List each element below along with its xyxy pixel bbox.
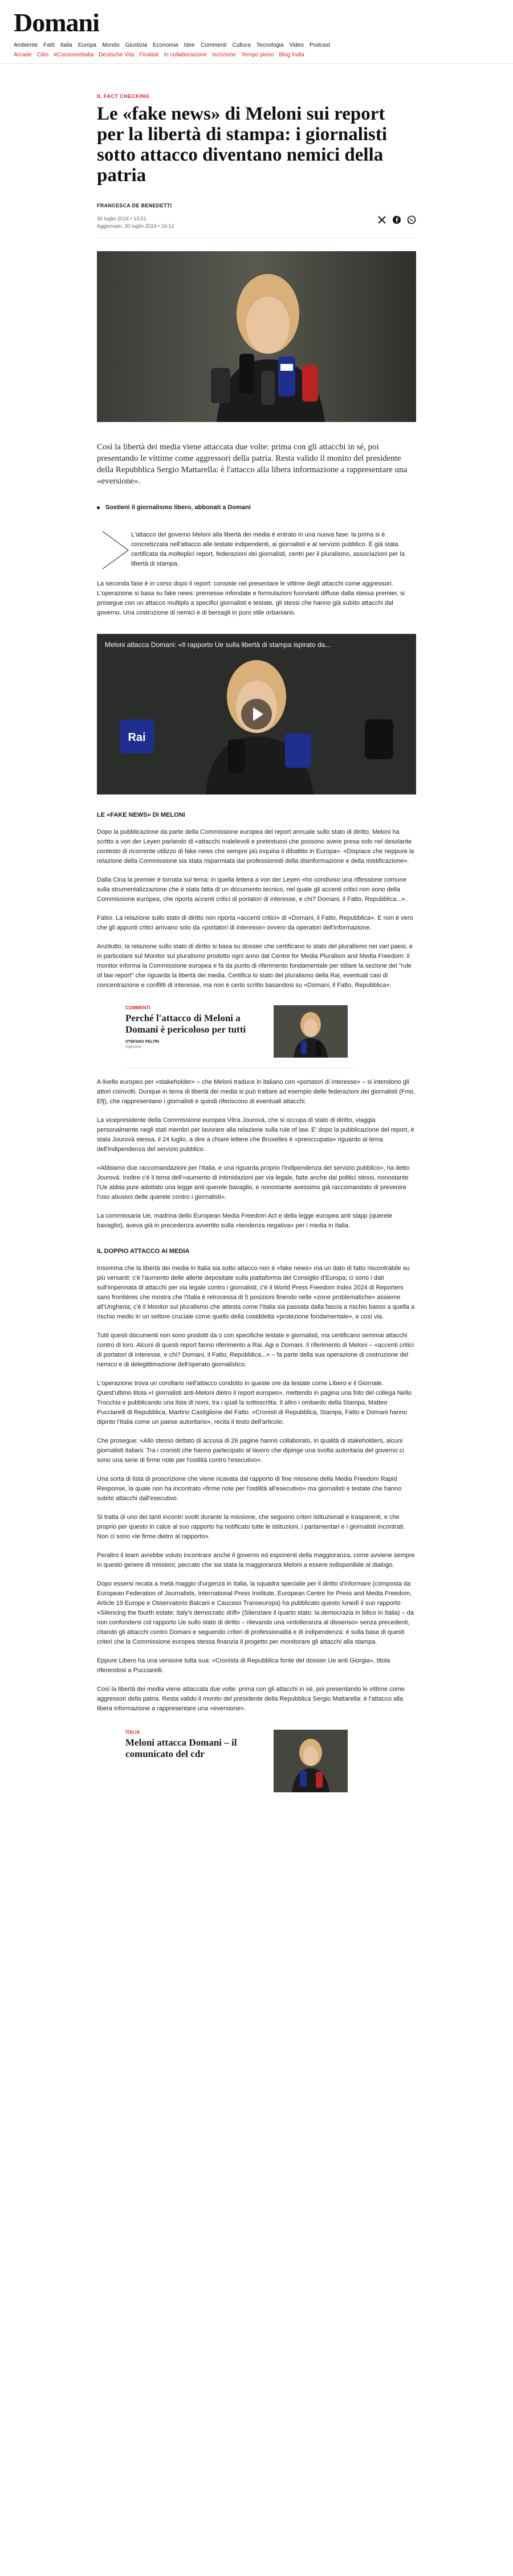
article-lead: Così la libertà dei media viene attaccata due volte: prima con gli attacchi in sé, poi presentando le vittime come aggressori della patria. Resta valido il monito del presidente della Repubblica Sergio Mattarella: è l'attacco alla libera informazione a rappresentare una «eversione». [97, 443, 408, 486]
paragraph: Si tratta di uno dei tanti incontri svolti durante la missione, che seguono criteri istituzionali e trasparenti, e che proprio per questo in calce al suo rapporto ha notificato tutte le istituzioni, i parlamentari e i giornalisti incontrati. Non ci sono «le firme dietro al rapporto». [97, 1514, 405, 1540]
nav-item[interactable]: Ambiente [14, 42, 38, 48]
whatsapp-icon[interactable] [407, 215, 416, 224]
paragraph: Dalla Cina la premier è tornata sul tema: in quella lettera a von der Leyen «ho condiviso una riflessione comune sulla strumentalizzazione che è stata fatta di un documento tecnico, nel quale gli accenti critici non sono della Commissione europea, che riporta accenti critici di portatori di interesse, e chi? Domani, il Fatto, Repubblica...». [97, 877, 407, 903]
subscribe-bullet[interactable] [97, 504, 416, 511]
paragraph: Che prosegue: «Allo stesso dettato di accusa di 26 pagine hanno collaborato, in qualità di stakeholders, alcuni giornalisti italiani. Tra i cronisti che hanno partecipato al lavoro che dipinge una svolta autoritaria del governo ci sono una serie di firme note per l'ostilità contro l'esecutivo». [97, 1438, 404, 1464]
paragraph: Tutti questi documenti non sono prodotti da o con specifiche testate e giornalisti, ma certificano semmai attacchi contro di loro. Alcuni di questi report fanno riferimento a Rai, Agi e Domani. Il riferimento di Meloni – «accenti critici di portatori di interesse, e chi? Domani, il Fatto, Repubblica...» – fa parte della sua operazione di costruzione del nemico e di delegittimazione dell'operato giornalistico. [97, 1332, 414, 1368]
paragraph: Insomma che la libertà dei media in Italia sia sotto attacco non è «fake news» ma un dato di fatto riscontrabile su più versanti: c'è l'aumento delle allerte depositate sulla piattaforma del Consiglio d'Europa; ci sono i dati sull'impennata di attacchi per via legale contro i giornalisti; c'è il World Press Freedom Index 2024 di Reporters sans frontières che mostra che l'Italia è retrocessa di 5 posizioni finendo nelle «zone problematiche» assieme all'Ungheria; c'è il Monitor sul pluralismo che attesta come l'Italia sia passata dalla fascia a rischio basso a quella a rischio medio in un settore cruciale come quello della cosiddetta «protezione fondamentale», e così via. [97, 1265, 415, 1320]
video-player[interactable] [97, 634, 416, 794]
related-kicker[interactable]: ITALIA [125, 1730, 140, 1735]
paragraph: Dopo essersi recata a metà maggio d'urgenza in Italia, la squadra specialie per il diritto d'informare (composta da European Federation of Journalists, International Press Institute, European Centre for Press and Media Freedom, Article 19 Europe e Osservatorio Balcani e Caucaso Transeuropa) ha pubblicato questo lunedì il suo rapporto «Silencing the fourth estate: Italy's democratic drift» (Silenziare il quarto stato: la democrazia in bilico in Italia) – da non confondersi col rapporto Ue sullo stato di diritto – rilevando una «intolleranza al dissenso» senza precedenti, citando gli attacchi contro Domani e seguendo criteri di professionalità e di indipendenza: è sulla base di questi criteri che la Commissione europea stessa finanzia il progetto per monitorare gli attacchi alla stampa. [97, 1580, 414, 1645]
date-updated: Aggiornato, 30 luglio 2024 • 19:12 [97, 223, 174, 229]
paragraph: Una sorta di lista di proscrizione che viene ricavata dal rapporto di fine missione della Media Freedom Rapid Response, la quale non ha incontrato «firme note per l'ostilità all'esecutivo» ma giornalisti e testate che hanno subìto attacchi dall'esecutivo. [97, 1476, 402, 1502]
section-heading: LE «FAKE NEWS» DI MELONI [97, 812, 185, 818]
paragraph: «Abbiamo due raccomandazioni per l'Italia, e una riguarda proprio l'indipendenza del servizio pubblico», ha detto Jourová. Inoltre c'è il tema dell'«aumento di intimidazioni per via legale, fatte anche dai politici stessi, nonostante l'Ue abbia pure adottato una legge anti querele bavaglio, e nonostante avessimo già raccomandato di prevenire l'uso abusivo delle querele contro i giornalisti». [97, 1165, 410, 1201]
hero-image [97, 251, 416, 422]
related-image[interactable] [274, 1005, 348, 1058]
tag-nav [14, 52, 499, 58]
tag-item[interactable]: Deutsche Vita [99, 52, 135, 58]
section-heading: IL DOPPIO ATTACCO AI MEDIA [97, 1248, 190, 1255]
bullet-dot-icon [97, 506, 100, 509]
article [97, 64, 416, 1792]
tag-item[interactable]: In collaborazione [164, 52, 207, 58]
tag-item[interactable]: Finalisti [139, 52, 159, 58]
facebook-icon[interactable] [392, 215, 401, 224]
nav-item[interactable]: Mondo [102, 42, 120, 48]
paragraph: Peraltro il team avrebbe voluto incontrare anche il governo ed esponenti della maggioranza, come avviene sempre in questo genere di missioni; peccato che sia stata la maggioranza Meloni a essere indisponibile al dialogo. [97, 1552, 415, 1568]
related-text [125, 1730, 262, 1792]
tag-item[interactable]: #Consonorbalia [54, 52, 94, 58]
paragraph: La seconda fase è in corso dopo il report: consiste nel presentare le vittime degli attacchi come aggressori. L'operazione si basa su fake news: premesse infondate e formulazioni fuorvianti diffuse dalla stessa premier, si prosegue con un attacco multiplo a specifici giornalisti e testate, gli stessi che hanno già subìto attacchi dal governo. Una costruzione di nemici e di bersagli in puro stile orbaniano. [97, 580, 405, 616]
article-headline: Le «fake news» di Meloni sui report per la libertà di stampa: i giornalisti sotto attacco diventano nemici della patria [97, 104, 388, 186]
tag-item[interactable]: Iscrizione [211, 52, 237, 58]
related-article-bottom[interactable] [125, 1730, 353, 1792]
tag-item[interactable]: Blog India [279, 52, 304, 58]
paragraph: A livello europeo per «stakeholder» – che Meloni traduce in italiano con «portatori di interesse» – si intendono gli attori coinvolti. Dunque in tema di libertà dei media si può trattare ad esempio delle federazioni dei giornalisti (Fnsi, Efj), che rappresentano i giornalisti e quindi riferiscono di eventuali attacchi. [97, 1079, 415, 1105]
article-author[interactable]: FRANCESCA DE BENEDETTI [97, 203, 172, 208]
nav-item[interactable]: Economia [153, 42, 178, 48]
nav-item[interactable]: Europa [78, 42, 97, 48]
tag-item[interactable]: Tempo pieno [241, 52, 274, 58]
subscribe-link[interactable]: Sostieni il giornalismo libero, abbonati a Domani [105, 504, 251, 511]
related-author[interactable]: STEFANO FELTRI [125, 1040, 159, 1044]
related-title[interactable]: Perché l'attacco di Meloni a Domani è pericoloso per tutti [125, 1013, 246, 1035]
nav-item[interactable]: Fatti [43, 42, 55, 48]
related-image[interactable] [274, 1730, 348, 1792]
nav-item[interactable]: Italia [60, 42, 72, 48]
hero-photo [97, 251, 416, 422]
article-meta [97, 215, 416, 239]
related-kicker[interactable]: COMMENTI [125, 1005, 150, 1010]
tag-item[interactable]: Arcade [14, 52, 32, 58]
site-logo[interactable]: Domani [14, 8, 99, 37]
paragraph: Dopo la pubblicazione da parte della Commissione europea del report annuale sullo stato di diritto, Meloni ha scritto a von der Leyen parlando di «attacchi malelevoli e pretestuosi che possono avere presa solo nel desolante contesto di ricorrente utilizzo di fake news che sempre più inquina il dibattito in Europa». «Dispiace che neppure la relazione della Commissione sia stata risparmiata dai professionisti della disinformazione e della mistificazione». [97, 829, 414, 865]
main-nav [14, 42, 499, 48]
nav-item[interactable]: Tecnologia [256, 42, 284, 48]
svg-text:Rai: Rai [128, 731, 146, 744]
nav-item[interactable]: Commenti [200, 42, 227, 48]
quote-text: L'attacco del governo Meloni alla libertà dei media è entrato in una nuova fase: la prima si è concretizzata nell'attacco alle testate indipendenti, ai giornalisti e al servizio pubblico. È già stata certificata da molteplici report, federazioni dei giornalisti, centri per il pluralismo, associazioni per la libertà di stampa. [131, 531, 405, 567]
article-dates [97, 215, 174, 230]
nav-item[interactable]: Cultura [232, 42, 251, 48]
play-icon[interactable] [241, 699, 272, 730]
video-title[interactable]: Meloni attacca Domani: «Il rapporto Ue sulla libertà di stampa ispirato da... [105, 641, 331, 649]
nav-item[interactable]: Video [289, 42, 304, 48]
nav-item[interactable]: Idee [184, 42, 195, 48]
paragraph: La vicepresidente della Commissione europea Věra Jourová, che si occupa di stato di diritto, viaggia personalmente negli stati membri per lavorare alla relazione sulla rule of law. E' dopo la pubblicazione del report, è stata Jourová stessa, il 24 luglio, a dire a chiare lettere che Bruxelles è «preoccupata» riguardo al tema dell'indipendenza del servizio pubblico. [97, 1117, 414, 1153]
paragraph: Così la libertà dei media viene attaccata due volte: prima con gli attacchi in sé, poi presentando le vittime come aggressori della patria. Resta valido il monito del presidente della Repubblica Sergio Mattarella: è l'attacco alla libera informazione a rappresentare una «eversione». [97, 1686, 405, 1712]
quote-arrow-icon [97, 530, 131, 570]
nav-item[interactable]: Podcast [310, 42, 331, 48]
related-article[interactable] [125, 1005, 353, 1068]
related-title[interactable]: Meloni attacca Domani – il comunicato del cdr [125, 1737, 237, 1759]
share-bar [377, 215, 416, 224]
paragraph: Falso. La relazione sullo stato di diritto non riporta «accenti critici» di «Domani, il Fatto, Repubblica». E non è vero che gli appunti critici arrivano solo da «portatori di interesse» ovvero da operatori dell'informazione. [97, 915, 413, 931]
related-text [125, 1005, 262, 1058]
article-kicker[interactable]: IL FACT CHECKING [97, 93, 150, 99]
x-icon[interactable] [377, 215, 386, 224]
paragraph: La commissaria Ue, madrina dello European Media Freedom Act e della legge europea anti slapp (querele bavaglio), aveva già in precedenza avvertito sulla «tendenza negativa» per i media in Italia. [97, 1213, 392, 1229]
date-published: 30 luglio 2024 • 13:51 [97, 216, 146, 222]
nav-item[interactable]: Giustizia [125, 42, 148, 48]
tag-item[interactable]: Cibo [36, 52, 49, 58]
paragraph: Eppure Libero ha una versione tutta sua: «Cronista di Repubblica fonte del dossier Ue anti Giorgia», titola riferendosi a Pucciarelli. [97, 1657, 390, 1674]
related-sub: Opinione [125, 1045, 142, 1049]
paragraph: Anzitutto, la relazione sullo stato di diritto si basa su dossier che certificano lo stato del pluralismo nei vari paesi, e in particolare sul Monitor sul pluralismo prodotto ogni anno dal Centre for Media Pluralism and Media Freedom: il monitor informa la Commissione europea e fa da punto di riferimento fondamentale per stilare la sezione del "rule of law report" che riguarda la libertà dei media. Certifica lo stato del pluralismo della Rai, eventuali casi di concentrazione e conflitti di interesse, ma non è certo scritto basandosi su «Domani, il Fatto, Repubblica». [97, 943, 413, 989]
site-header [0, 0, 513, 64]
paragraph: L'operazione trova un corollario nell'attacco condotto in queste ore da testate come Libero e il Giornale. Quest'ultimo titola «I giornalisti anti-Meloni dietro il report europeo», mettendo in pagina una foto del collega Nello Trocchia e pubblicando una lista di nomi, tra i quali la sottoscritta. Il altro i ombardo della Stampa, Matteo Pucciarelli di Repubblica, Martino Castiglione del Fatto. «Cronisti di Repubblica, Stampa, Fatto e Domani hanno dipinto l'Italia come un paese autoritario», recita il testo dell'articolo. [97, 1380, 412, 1426]
pull-quote [97, 530, 416, 570]
